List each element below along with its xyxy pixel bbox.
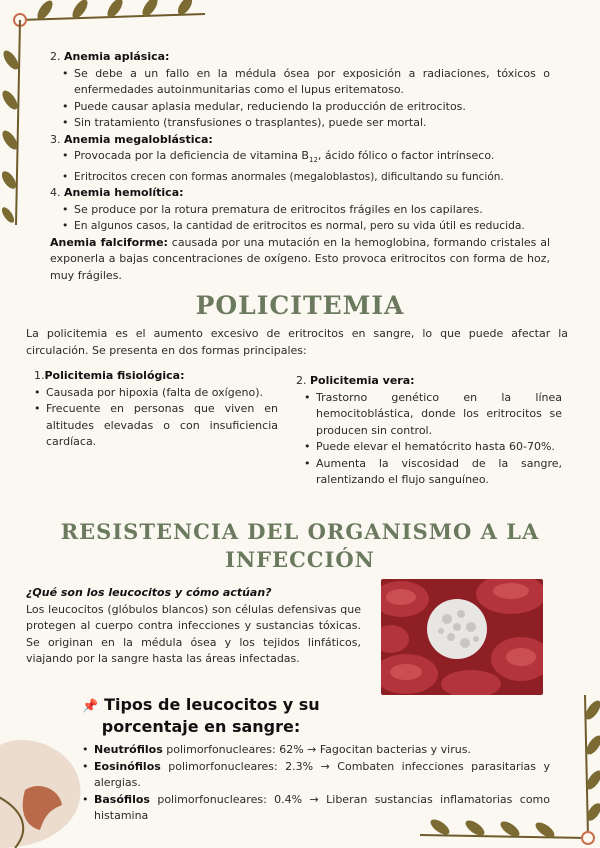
bullet-list [296,390,562,489]
section-title: Anemia megaloblástica: [64,132,213,146]
list-item: • Eritrocitos crecen con formas anormales (megaloblastos), dificultando su función. [74,169,550,186]
bullet-list [50,202,550,235]
list-number: 2. [296,374,307,387]
leukocyte-name: Neutrófilos [94,743,163,756]
leukocyte-image [381,579,543,695]
policitemia-heading: POLICITEMIA [195,291,405,320]
list-item: • Se produce por la rotura prematura de eritrocitos frágiles en los capilares. [74,202,550,219]
section-title: Anemia aplásica: [64,50,170,63]
list-item [74,148,550,169]
list-item: • Puede elevar el hematócrito hasta 60-70%. [316,439,562,456]
leucocitos-text: Los leucocitos (glóbulos blancos) son células defensivas que protegen al cuerpo contra infecciones y sustancias tóxicas. Se originan en la médula ósea y los tejidos linfáticos, viajando por la sangre hasta las áreas infectadas. [26,602,361,665]
tipos-heading-block [36,695,366,737]
subscript: 12 [308,156,318,165]
list-item: • Frecuente en personas que viven en altitudes elevadas o con insuficiencia cardíaca. [46,401,278,451]
policitemia-vera [296,373,562,489]
list-item: • Aumenta la viscosidad de la sangre, ralentizando el flujo sanguíneo. [316,456,562,489]
leukocyte-desc: polimorfonucleares: 62% → Fagocitan bacterias y virus. [162,743,471,756]
list-item-text: , ácido fólico o factor intrínseco. [317,149,495,162]
section-title: Policitemia vera: [310,374,415,387]
bullet-list [26,385,278,451]
falciforme-title: Anemia falciforme: [50,235,168,249]
list-item: • En algunos casos, la cantidad de eritrocitos es normal, pero su vida útil es reducida. [74,218,550,235]
bullet-list [50,148,550,185]
falciforme-text: causada por una mutación en la hemoglobina, formando cristales al exponerla a bajas concentraciones de oxígeno. Esto provoca eritrocitos con forma de hoz, muy frágiles. [50,235,550,282]
leukocyte-name: Eosinófilos [94,759,161,773]
policitemia-intro: La policitemia es el aumento excesivo de eritrocitos en sangre, lo que puede afectar la circulación. Se presenta en dos formas principales: [26,327,568,357]
list-item: • Trastorno genético en la línea hemocitoblástica, donde los eritrocitos se producen sin control. [316,390,562,440]
list-item [94,792,550,825]
tipos-heading: Tipos de leucocitos y su porcentaje en sangre: [101,695,320,736]
leukocyte-desc: polimorfonucleares: 2.3% → Combaten infecciones parasitarias y alergias. [94,759,550,789]
list-item: • Se debe a un fallo en la médula ósea por exposición a radiaciones, tóxicos o enfermedades autoinmunitarias como el lupus eritematoso. [74,66,550,99]
tipos-list [74,742,550,825]
list-item [94,742,550,759]
list-item: • Puede causar aplasia medular, reduciendo la producción de eritrocitos. [74,99,550,116]
leaf-branch-left-icon [0,20,40,230]
pin-icon: 📌 [82,699,99,714]
leucocitos-question: ¿Qué son los leucocitos y cómo actúan? [26,586,272,599]
section-title: Anemia hemolítica: [64,186,184,200]
bullet-list [50,66,550,132]
bullet-list [74,742,550,825]
list-number: 3. [50,132,61,146]
leukocyte-desc: polimorfonucleares: 0.4% → Liberan sustancias inflamatorias como histamina [94,792,550,822]
list-number: 1. [34,369,45,382]
list-number: 4. [50,186,61,200]
list-item-text: Provocada por la deficiencia de vitamina B [74,149,309,162]
section-title: Policitemia fisiológica: [44,369,185,382]
list-item [94,759,550,792]
policitemia-fisiologica [26,368,278,451]
section-anemia-aplasica [50,49,550,284]
leucocitos-intro [26,585,361,668]
falciforme-paragraph [50,235,550,285]
resistencia-heading [0,518,600,574]
list-item: • Causada por hipoxia (falta de oxígeno). [46,385,278,402]
leukocyte-name: Basófilos [94,792,150,806]
heading-line: INFECCIÓN [225,547,375,572]
list-item: • Sin tratamiento (transfusiones o trasplantes), puede ser mortal. [74,115,550,132]
list-number: 2. [50,50,61,63]
heading-line: RESISTENCIA DEL ORGANISMO A LA [60,519,540,544]
